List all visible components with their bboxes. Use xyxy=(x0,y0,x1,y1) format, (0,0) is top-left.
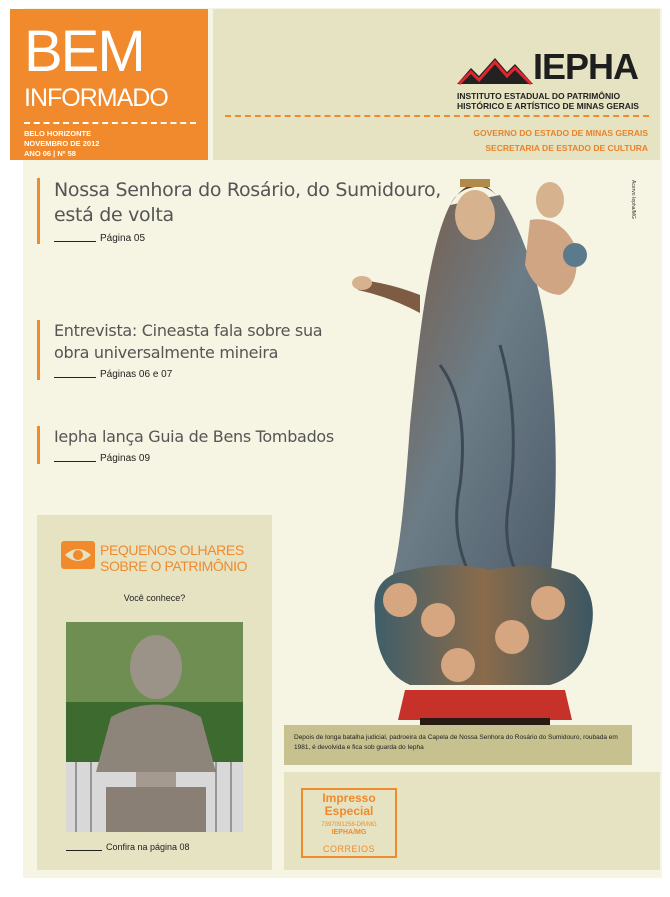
postal-title-line2: Especial xyxy=(324,804,374,818)
story-title-line1: Nossa Senhora do Rosário, do Sumidouro, xyxy=(54,179,442,201)
masthead-divider xyxy=(24,122,196,124)
feature-title-line2: SOBRE O PATRIMÔNIO xyxy=(100,558,248,574)
publisher-header xyxy=(213,9,660,160)
publisher-name-line2: HISTÓRICO E ARTÍSTICO DE MINAS GERAIS xyxy=(457,101,639,111)
page-ref-line xyxy=(66,850,102,851)
story-page-label: Página 05 xyxy=(100,233,146,244)
masthead-issue: ANO 06 | Nº 58 xyxy=(24,149,76,158)
postal-org: IEPHA/MG xyxy=(331,829,367,836)
masthead-title: BEM xyxy=(24,19,144,84)
secretariat-line: SECRETARIA DE ESTADO DE CULTURA xyxy=(485,143,648,153)
feature-box[interactable] xyxy=(37,515,272,870)
story-interview[interactable] xyxy=(37,320,322,380)
eye-icon xyxy=(61,541,95,569)
iepha-mountain-icon xyxy=(457,54,533,86)
story-title-line1: Entrevista: Cineasta fala sobre sua xyxy=(54,321,323,340)
masthead xyxy=(10,9,208,160)
page-ref-line xyxy=(54,241,96,242)
masthead-subtitle: INFORMADO xyxy=(24,84,168,112)
photo-credit: Acervo Iepha/MG xyxy=(630,180,636,219)
story-title-line2: obra universalmente mineira xyxy=(54,343,279,362)
masthead-meta xyxy=(24,129,99,159)
story-page-label: Páginas 06 e 07 xyxy=(100,369,173,380)
publisher-name-line1: INSTITUTO ESTADUAL DO PATRIMÔNIO xyxy=(457,91,621,101)
postal-contract: 7397091258-DR/MG xyxy=(321,822,377,828)
government-credits xyxy=(473,126,648,156)
page-ref-line xyxy=(54,377,96,378)
postal-title xyxy=(303,792,395,818)
statue-caption: Depois de longa batalha judicial, padroeira da Capela de Nossa Senhora do Rosário do Sumidouro, roubada em 1981, é devolvida e fica sob guarda do Iepha xyxy=(284,725,632,765)
story-page-label: Páginas 09 xyxy=(100,453,151,464)
postal-title-line1: Impresso xyxy=(322,791,376,805)
publisher-name xyxy=(457,91,639,111)
feature-page-label: Confira na página 08 xyxy=(106,842,190,852)
postal-carrier: CORREIOS xyxy=(322,844,375,854)
story-title-line1: Iepha lança Guia de Bens Tombados xyxy=(54,427,334,446)
masthead-city: BELO HORIZONTE xyxy=(24,129,92,138)
story-page-ref xyxy=(54,369,322,380)
feature-title-line1: PEQUENOS OLHARES xyxy=(100,542,244,558)
statue-image xyxy=(350,165,615,735)
header-divider xyxy=(225,115,649,117)
feature-page-ref xyxy=(66,842,190,852)
story-title xyxy=(54,426,334,448)
government-line: GOVERNO DO ESTADO DE MINAS GERAIS xyxy=(473,128,648,138)
postal-stamp xyxy=(301,788,397,858)
feature-title xyxy=(100,542,247,574)
iepha-logo: IEPHA xyxy=(533,46,639,87)
bust-image xyxy=(66,622,243,832)
story-title xyxy=(54,320,322,364)
story-title-line2: está de volta xyxy=(54,204,174,226)
story-page-ref xyxy=(54,453,334,464)
masthead-date: NOVEMBRO DE 2012 xyxy=(24,139,100,148)
page-ref-line xyxy=(54,461,96,462)
postal-area xyxy=(284,772,660,870)
story-guide[interactable] xyxy=(37,426,334,464)
feature-question: Você conhece? xyxy=(123,593,186,603)
